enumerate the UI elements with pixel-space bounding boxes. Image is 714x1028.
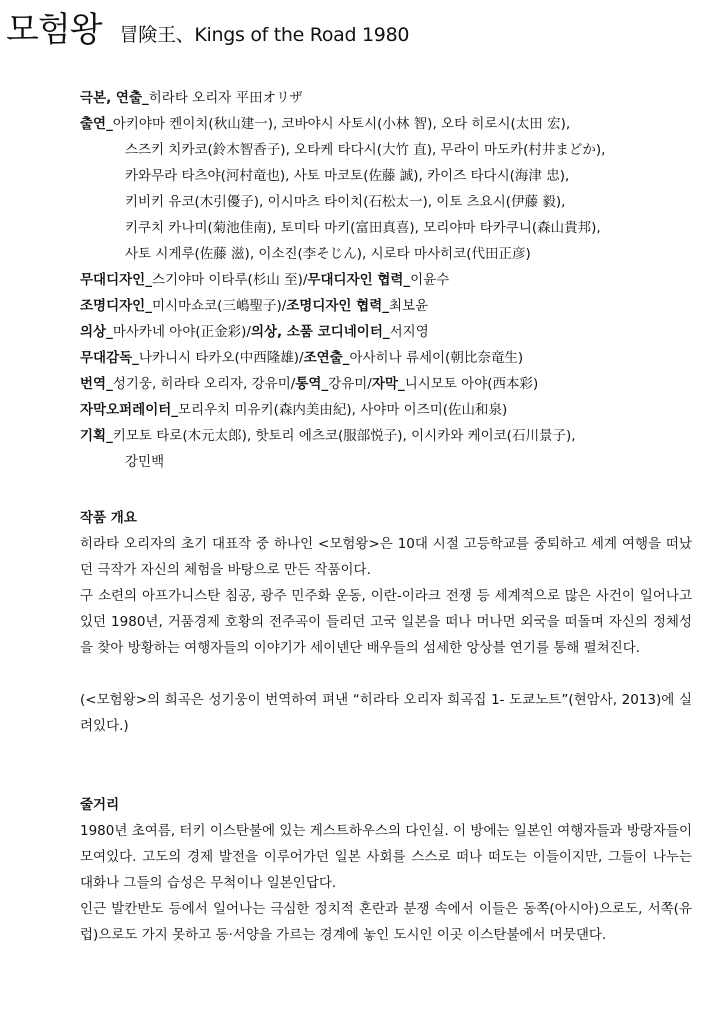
synopsis-paragraph: 1980년 초여름, 터키 이스탄불에 있는 게스트하우스의 다인실. 이 방에는 일본인 여행자들과 방랑자들이 모여있다. 고도의 경제 발전을 이루어가던 일본 사회를 스스로 떠나 떠도는 이들이지만, 그들이 나누는 대화나 그들의 습성은 무척이나 일본인답다. xyxy=(80,823,692,891)
credit-value: 모리우치 미유키(森内美由紀), 사야마 이즈미(佐山和泉) xyxy=(178,402,508,418)
overview-heading: 작품 개요 xyxy=(80,510,137,526)
credit-value: 마사카네 아야(正金彩)/ xyxy=(112,324,251,340)
credit-stage-design xyxy=(80,267,700,293)
credit-label: 의상_ xyxy=(80,324,113,340)
credit-label: 무대디자인_ xyxy=(80,272,152,288)
overview-note: (<모험왕>의 희곡은 성기웅이 번역하여 펴낸 “히라타 오리자 희곡집 1- 도쿄노트”(현암사, 2013)에 실려있다.) xyxy=(80,692,692,734)
synopsis-paragraph: 인근 발칸반도 등에서 일어나는 극심한 정치적 혼란과 분쟁 속에서 이들은 동쪽(아시아)으로도, 서쪽(유럽)으로도 가지 못하고 동·서양을 가르는 경계에 놓인 도시인 이곳 이스탄불에서 머뭇댄다. xyxy=(80,901,692,943)
credit-label: 조연출_ xyxy=(303,350,350,366)
credits-block xyxy=(80,85,700,475)
credit-value: 스기야마 이타루(杉山 至)/ xyxy=(151,272,308,288)
credit-label: 통역_ xyxy=(295,376,329,392)
credit-value: 최보윤 xyxy=(389,298,429,314)
credit-value: 히라타 오리자 平田オリザ xyxy=(148,90,303,106)
credit-value: 서지영 xyxy=(389,324,429,340)
page-subtitle: 冒険王、Kings of the Road 1980 xyxy=(119,24,410,46)
credit-translation xyxy=(80,371,700,397)
page-header xyxy=(6,6,409,54)
page-title: 모험왕 xyxy=(6,10,102,50)
credit-value: 강유미/ xyxy=(328,376,372,392)
overview-paragraph: 구 소련의 아프가니스탄 침공, 광주 민주화 운동, 이란-이라크 전쟁 등 세계적으로 많은 사건이 일어나고 있던 1980년, 거품경제 호황의 전주곡이 들리던 고국 일본을 떠나 머나먼 외국을 떠돌며 자신의 정체성을 찾아 방황하는 여행자들의 이야기가 세이넨단 배우들의 섬세한 앙상블 연기를 통해 펼쳐진다. xyxy=(80,588,692,656)
synopsis-heading: 줄거리 xyxy=(80,797,120,813)
credit-value: 아키야마 켄이치(秋山建一), 코바야시 사토시(小林 智), 오타 히로시(太田 宏), xyxy=(112,116,571,132)
credit-label: 기획_ xyxy=(80,428,113,444)
cast-line: 키쿠치 카나미(菊池佳南), 토미타 마키(富田真喜), 모리야마 타카쿠니(森山貴邦), xyxy=(125,220,601,236)
credit-playwright xyxy=(80,85,700,111)
credit-cast xyxy=(80,111,700,137)
credit-subtitle-operator xyxy=(80,397,700,423)
overview-paragraph: 히라타 오리자의 초기 대표작 중 하나인 <모험왕>은 10대 시절 고등학교를 중퇴하고 세계 여행을 떠났던 극작가 자신의 체험을 바탕으로 만든 작품이다. xyxy=(80,536,692,578)
credit-label: 무대디자인 협력_ xyxy=(307,272,411,288)
cast-line: 카와무라 타츠야(河村竜也), 사토 마코토(佐藤 誠), 카이즈 타다시(海津 忠), xyxy=(125,168,570,184)
credit-value: 아사히나 류세이(朝比奈竜生) xyxy=(349,350,524,366)
credit-value: 나카니시 타카오(中西隆雄)/ xyxy=(138,350,304,366)
credit-label: 조명디자인 협력_ xyxy=(286,298,390,314)
credit-value: 성기웅, 히라타 오리자, 강유미/ xyxy=(112,376,296,392)
credit-value: 키모토 타로(木元太郎), 핫토리 에츠코(服部悦子), 이시카와 케이코(石川景子), xyxy=(112,428,576,444)
credit-costume xyxy=(80,319,700,345)
cast-line: 스즈키 치카코(鈴木智香子), 오타케 타다시(大竹 直), 무라이 마도카(村井まどか), xyxy=(125,142,606,158)
credit-label: 조명디자인_ xyxy=(80,298,152,314)
credit-label: 번역_ xyxy=(80,376,113,392)
credit-value: 미시마쇼코(三嶋聖子)/ xyxy=(151,298,287,314)
cast-line: 사토 시게루(佐藤 滋), 이소진(李そじん), 시로타 마사히코(代田正彦) xyxy=(125,246,531,262)
credit-label: 무대감독_ xyxy=(80,350,139,366)
cast-line: 키비키 유코(木引優子), 이시마츠 타이치(石松太一), 이토 츠요시(伊藤 毅), xyxy=(125,194,566,210)
credit-planning xyxy=(80,423,700,449)
planning-line: 강민백 xyxy=(125,454,165,470)
credit-stage-manager xyxy=(80,345,700,371)
credit-label: 출연_ xyxy=(80,116,113,132)
overview-section xyxy=(80,505,692,739)
credit-label: 의상, 소품 코디네이터_ xyxy=(250,324,390,340)
credit-label: 자막오퍼레이터_ xyxy=(80,402,179,418)
credit-lighting xyxy=(80,293,700,319)
credit-label: 자막_ xyxy=(371,376,405,392)
synopsis-section xyxy=(80,792,692,948)
credit-value: 니시모토 아야(西本彩) xyxy=(404,376,539,392)
credit-value: 이윤수 xyxy=(410,272,450,288)
paragraph-gap xyxy=(80,661,692,687)
credit-label: 극본, 연출_ xyxy=(80,90,149,106)
